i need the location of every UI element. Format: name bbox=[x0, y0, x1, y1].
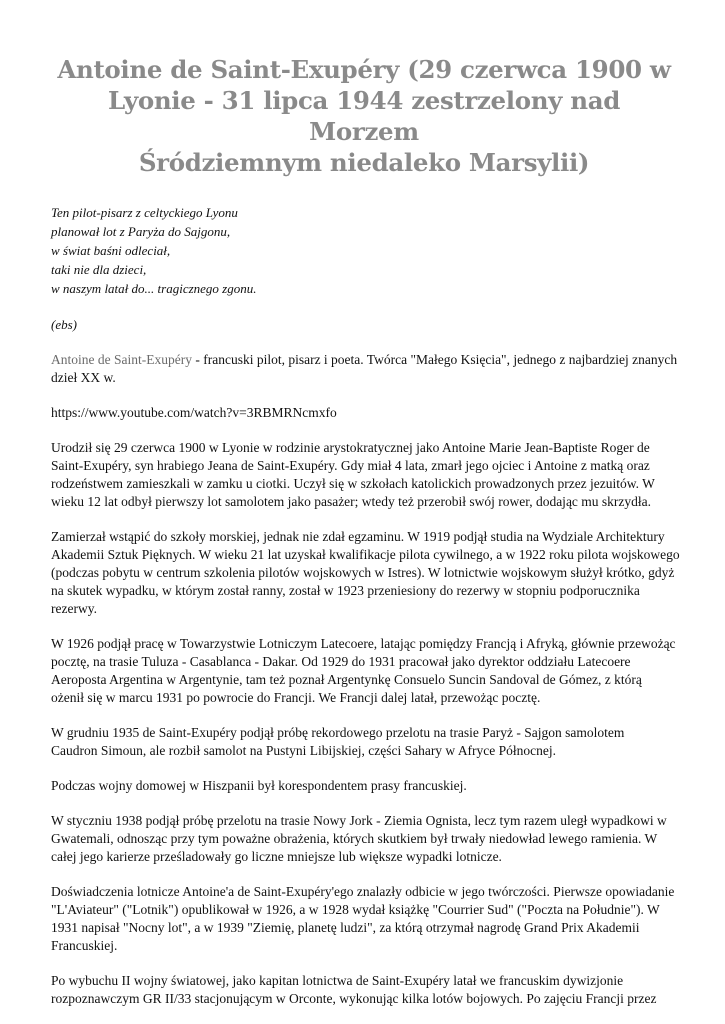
paragraph-line: na skutek wypadku, w którym został ranny, został w 1923 przeniesiony do rezerwy w stopniu podporucznika bbox=[51, 583, 640, 598]
paragraph-line: całej jego karierze prześladowały go liczne mniejsze lub większe wypadki lotnicze. bbox=[51, 849, 502, 864]
intro-line-2: dzieł XX w. bbox=[51, 370, 116, 385]
paragraph-line: Urodził się 29 czerwca 1900 w Lyonie w rodzinie arystokratycznej jako Antoine Marie Jean-Baptiste Roger de bbox=[51, 440, 650, 455]
paragraph-line: Akademii Sztuk Pięknych. W wieku 21 lat uzyskał kwalifikacje pilota cywilnego, a w 1922 roku pilota wojskowego bbox=[51, 547, 680, 562]
body-paragraph bbox=[51, 724, 677, 760]
paragraph-line: pocztę, na trasie Tuluza - Casablanca - Dakar. Od 1929 do 1931 pracował jako dyrektor oddziału Latecoere bbox=[51, 654, 631, 669]
intro-line-1-rest: - francuski pilot, pisarz i poeta. Twórca "Małego Księcia", jednego z najbardziej znanych bbox=[191, 352, 678, 367]
paragraph-line: rozpoznawczym GR II/33 stacjonującym w Orconte, wykonując kilka lotów bojowych. Po zajęciu Francji przez bbox=[51, 991, 657, 1006]
paragraph-line: W styczniu 1938 podjął próbę przelotu na trasie Nowy Jork - Ziemia Ognista, lecz tym razem uległ wypadkowi w bbox=[51, 813, 667, 828]
poem-line: w świat baśni odleciał, bbox=[51, 243, 171, 258]
paragraph-line: W 1926 podjął pracę w Towarzystwie Lotniczym Latecoere, latając pomiędzy Francją i Afryką, głównie przewożąc bbox=[51, 636, 676, 651]
paragraph-line: wieku 12 lat odbył pierwszy lot samolotem jako pasażer; wtedy też przerobił swój rower, dodając mu skrzydła. bbox=[51, 494, 652, 509]
title-line: Antoine de Saint-Exupéry (29 czerwca 1900 w bbox=[57, 55, 671, 84]
paragraph-line: 1931 napisał "Nocny lot", a w 1939 "Ziemię, planetę ludzi", za którą otrzymał nagrodę Grand Prix Akademii bbox=[51, 920, 640, 935]
body-paragraph bbox=[51, 883, 677, 955]
paragraph-line: Saint-Exupéry, syn hrabiego Jeana de Saint-Exupéry. Gdy miał 4 lata, zmarł jego ojciec i Antoine z matką oraz bbox=[51, 458, 650, 473]
paragraph-line: Doświadczenia lotnicze Antoine'a de Saint-Exupéry'ego znalazły odbicie w jego twórczości. Pierwsze opowiadanie bbox=[51, 884, 675, 899]
document-page bbox=[51, 54, 680, 1008]
body-paragraph bbox=[51, 777, 677, 795]
author-link[interactable]: Antoine de Saint-Exupéry bbox=[51, 352, 192, 367]
title-line: Lyonie - 31 lipca 1944 zestrzelony nad Morzem bbox=[107, 86, 621, 146]
paragraph-line: Francuskiej. bbox=[51, 938, 118, 953]
body-paragraph bbox=[51, 528, 680, 618]
intro-line-1 bbox=[51, 351, 677, 369]
paragraph-line: rodzeństwem zamieszkali w zamku u ciotki. Uczył się w szkołach katolickich prowadzonych przez jezuitów. W bbox=[51, 476, 655, 491]
paragraph-line: Po wybuchu II wojny światowej, jako kapitan lotnictwa de Saint-Exupéry latał we francuskim dywizjonie bbox=[51, 973, 624, 988]
poem-line: taki nie dla dzieci, bbox=[51, 262, 147, 277]
page-title bbox=[51, 54, 677, 178]
poem-line: Ten pilot-pisarz z celtyckiego Lyonu bbox=[51, 205, 238, 220]
paragraph-line: Podczas wojny domowej w Hiszpanii był korespondentem prasy francuskiej. bbox=[51, 778, 467, 793]
paragraph-line: "L'Aviateur" ("Lotnik") opublikował w 1926, a w 1928 wydał książkę "Courrier Sud" ("Poczta na Południe"). W bbox=[51, 902, 660, 917]
paragraph-line: Gwatemali, odnosząc przy tym poważne obrażenia, których skutkiem był trwały niedowład lewego ramienia. W bbox=[51, 831, 658, 846]
paragraph-line: Caudron Simoun, ale rozbił samolot na Pustyni Libijskiej, części Sahary w Afryce Północnej. bbox=[51, 743, 557, 758]
title-line: Śródziemnym niedaleko Marsylii) bbox=[138, 148, 590, 177]
body-paragraph bbox=[51, 635, 677, 707]
paragraph-line: Zamierzał wstąpić do szkoły morskiej, jednak nie zdał egzaminu. W 1919 podjął studia na Wydziale Architektury bbox=[51, 529, 665, 544]
poem-line: planował lot z Paryża do Sajgonu, bbox=[51, 224, 231, 239]
paragraph-line: W grudniu 1935 de Saint-Exupéry podjął próbę rekordowego przelotu na trasie Paryż - Sajgon samolotem bbox=[51, 725, 625, 740]
paragraph-line: ożenił się w marcu 1931 po powrocie do Francji. We Francji dalej latał, przewożąc pocztę. bbox=[51, 690, 541, 705]
paragraph-line: rezerwy. bbox=[51, 601, 97, 616]
youtube-url: https://www.youtube.com/watch?v=3RBMRNcmxfo bbox=[51, 405, 337, 420]
body-paragraph bbox=[51, 439, 677, 511]
poem bbox=[51, 203, 677, 298]
poem-signature: (ebs) bbox=[51, 317, 77, 332]
body-paragraph bbox=[51, 812, 677, 866]
body-paragraphs bbox=[51, 439, 680, 1008]
intro-paragraph bbox=[51, 351, 677, 387]
paragraph-line: Aeroposta Argentina w Argentynie, tam też poznał Argentynkę Consuelo Suncin Sandoval de Gómez, z którą bbox=[51, 672, 642, 687]
paragraph-line: (podczas pobytu w centrum szkolenia pilotów wojskowych w Istres). W lotnictwie wojskowym służył krótko, gdyż bbox=[51, 565, 675, 580]
body-paragraph bbox=[51, 972, 677, 1008]
poem-line: w naszym latał do... tragicznego zgonu. bbox=[51, 281, 257, 296]
